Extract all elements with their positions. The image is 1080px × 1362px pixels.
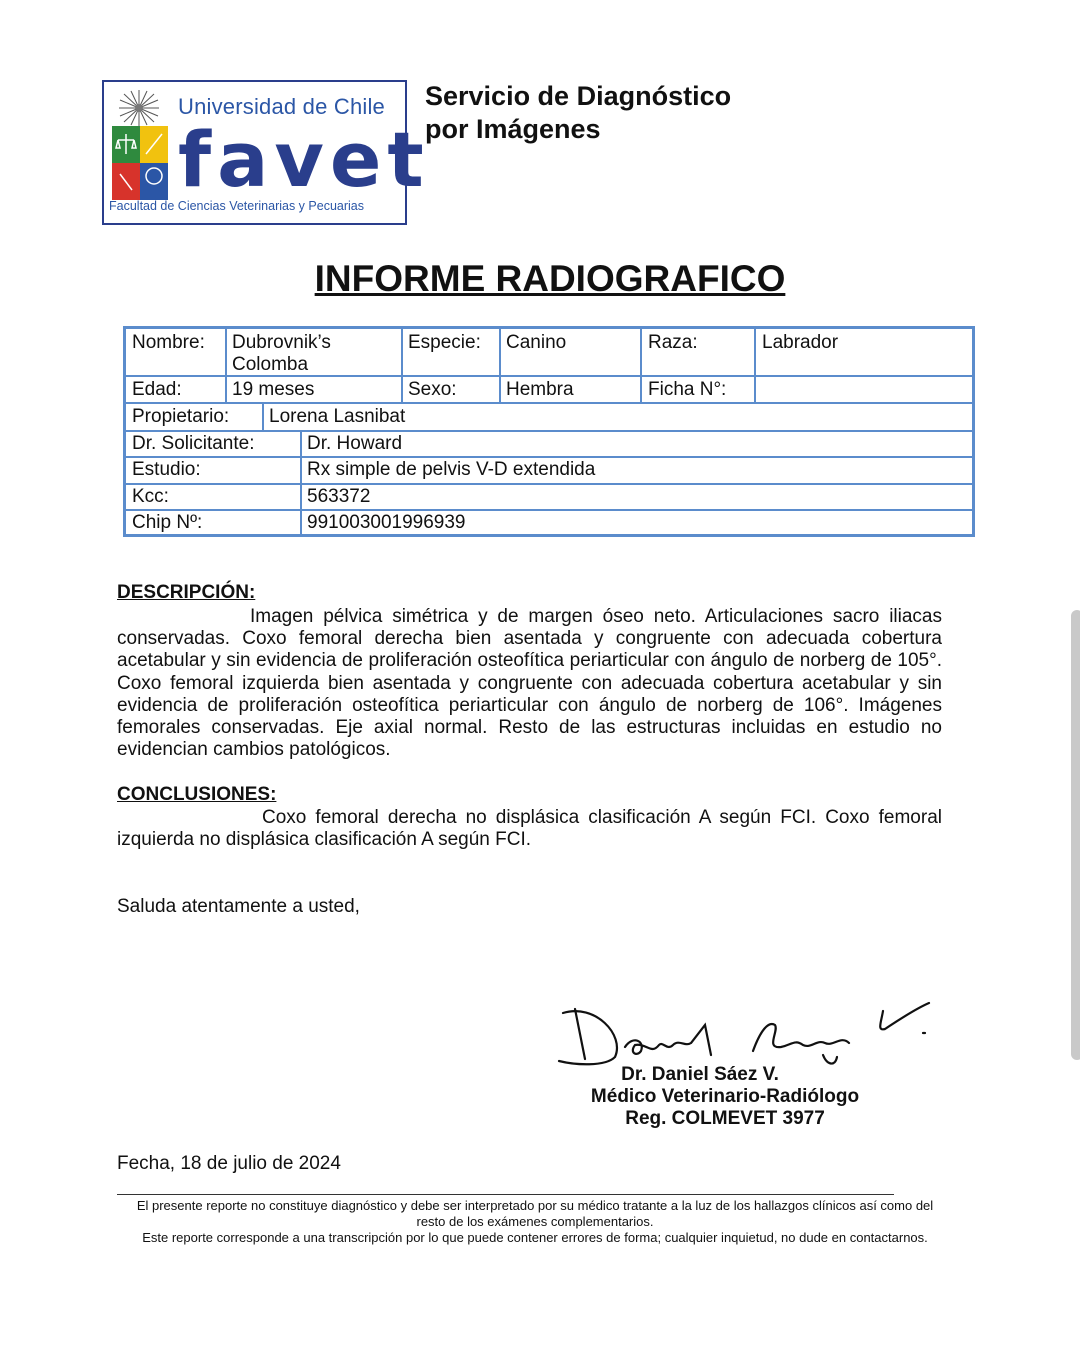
signer-name: Dr. Daniel Sáez V. bbox=[621, 1064, 779, 1085]
service-title bbox=[425, 80, 731, 146]
kcc-label: Kcc: bbox=[132, 486, 169, 507]
raza-label: Raza: bbox=[648, 332, 698, 353]
signer-registry: Reg. COLMEVET 3977 bbox=[625, 1108, 825, 1129]
estudio-value: Rx simple de pelvis V-D extendida bbox=[307, 459, 596, 480]
solicitante-label: Dr. Solicitante: bbox=[132, 433, 255, 454]
especie-value: Canino bbox=[506, 332, 567, 353]
propietario-label: Propietario: bbox=[132, 406, 230, 427]
nombre-label: Nombre: bbox=[132, 332, 205, 353]
nombre-value bbox=[228, 332, 331, 376]
footer-divider bbox=[117, 1194, 894, 1195]
brand-wordmark: favet bbox=[178, 115, 430, 204]
edad-value: 19 meses bbox=[232, 379, 315, 400]
faculty-logo bbox=[102, 80, 430, 225]
shield-emblem-icon bbox=[112, 126, 168, 200]
description-heading: DESCRIPCIÓN: bbox=[117, 582, 256, 603]
nombre-value-line2: Colomba bbox=[232, 354, 309, 375]
conclusions-heading: CONCLUSIONES: bbox=[117, 784, 277, 805]
service-title-line2: por Imágenes bbox=[425, 114, 601, 144]
footer-disclaimer-line1: El presente reporte no constituye diagnóstico y debe ser interpretado por su médico tratante a la luz de los hallazgos clínicos así como del bbox=[136, 1198, 934, 1213]
university-name: Universidad de Chile bbox=[178, 94, 385, 119]
kcc-value: 563372 bbox=[307, 486, 371, 507]
edad-label: Edad: bbox=[132, 379, 182, 400]
star-emblem-icon bbox=[114, 88, 164, 128]
sexo-label: Sexo: bbox=[408, 379, 457, 400]
closing-salutation: Saluda atentamente a usted, bbox=[117, 896, 360, 917]
raza-value: Labrador bbox=[762, 332, 839, 353]
propietario-value: Lorena Lasnibat bbox=[269, 406, 406, 427]
faculty-name: Facultad de Ciencias Veterinarias y Pecuarias bbox=[109, 199, 364, 213]
patient-info-table bbox=[123, 326, 975, 537]
service-title-line1: Servicio de Diagnóstico bbox=[425, 81, 732, 111]
description-text bbox=[117, 606, 942, 761]
report-date: Fecha, 18 de julio de 2024 bbox=[117, 1153, 341, 1174]
solicitante-value: Dr. Howard bbox=[307, 433, 403, 454]
conclusions-text bbox=[117, 807, 942, 851]
chip-value: 991003001996939 bbox=[307, 512, 466, 533]
footer-disclaimer-line2: resto de los exámenes complementarios. bbox=[416, 1214, 654, 1229]
chip-label: Chip Nº: bbox=[132, 512, 203, 533]
ficha-label: Ficha N°: bbox=[648, 379, 727, 400]
conclusions-body: Coxo femoral derecha no displásica clasificación A según FCI. Coxo femoral izquierda no displásica clasificación A según FCI. bbox=[117, 807, 942, 851]
nombre-value-line1: Dubrovnik’s bbox=[232, 332, 331, 353]
report-title: INFORME RADIOGRAFICO bbox=[314, 258, 786, 299]
signer-role: Médico Veterinario-Radiólogo bbox=[590, 1086, 860, 1107]
footer-disclaimer-line3: Este reporte corresponde a una transcripción por lo que puede contener errores de forma; cualquier inquietud, no dude en contactarnos. bbox=[142, 1230, 928, 1245]
sexo-value: Hembra bbox=[506, 379, 574, 400]
description-body: Imagen pélvica simétrica y de margen óseo neto. Articulaciones sacro iliacas conservadas. Coxo femoral derecha bien asentada y congruente con adecuada cobertura acetabular y sin evidencia de proliferación osteofítica periarticular con ángulo de norberg de 105°. Coxo femoral izquierda bien asentada y congruente con adecuada cobertura acetabular y sin evidencia de proliferación osteofítica periarticular con ángulo de norberg de 106°. Imágenes femorales conservadas. Eje axial normal. Resto de las estructuras incluidas en estudio no evidencian cambios patológicos. bbox=[117, 606, 942, 761]
especie-label: Especie: bbox=[408, 332, 481, 353]
handwritten-signature bbox=[555, 995, 945, 1075]
estudio-label: Estudio: bbox=[132, 459, 201, 480]
scrollbar[interactable] bbox=[1071, 610, 1080, 1060]
